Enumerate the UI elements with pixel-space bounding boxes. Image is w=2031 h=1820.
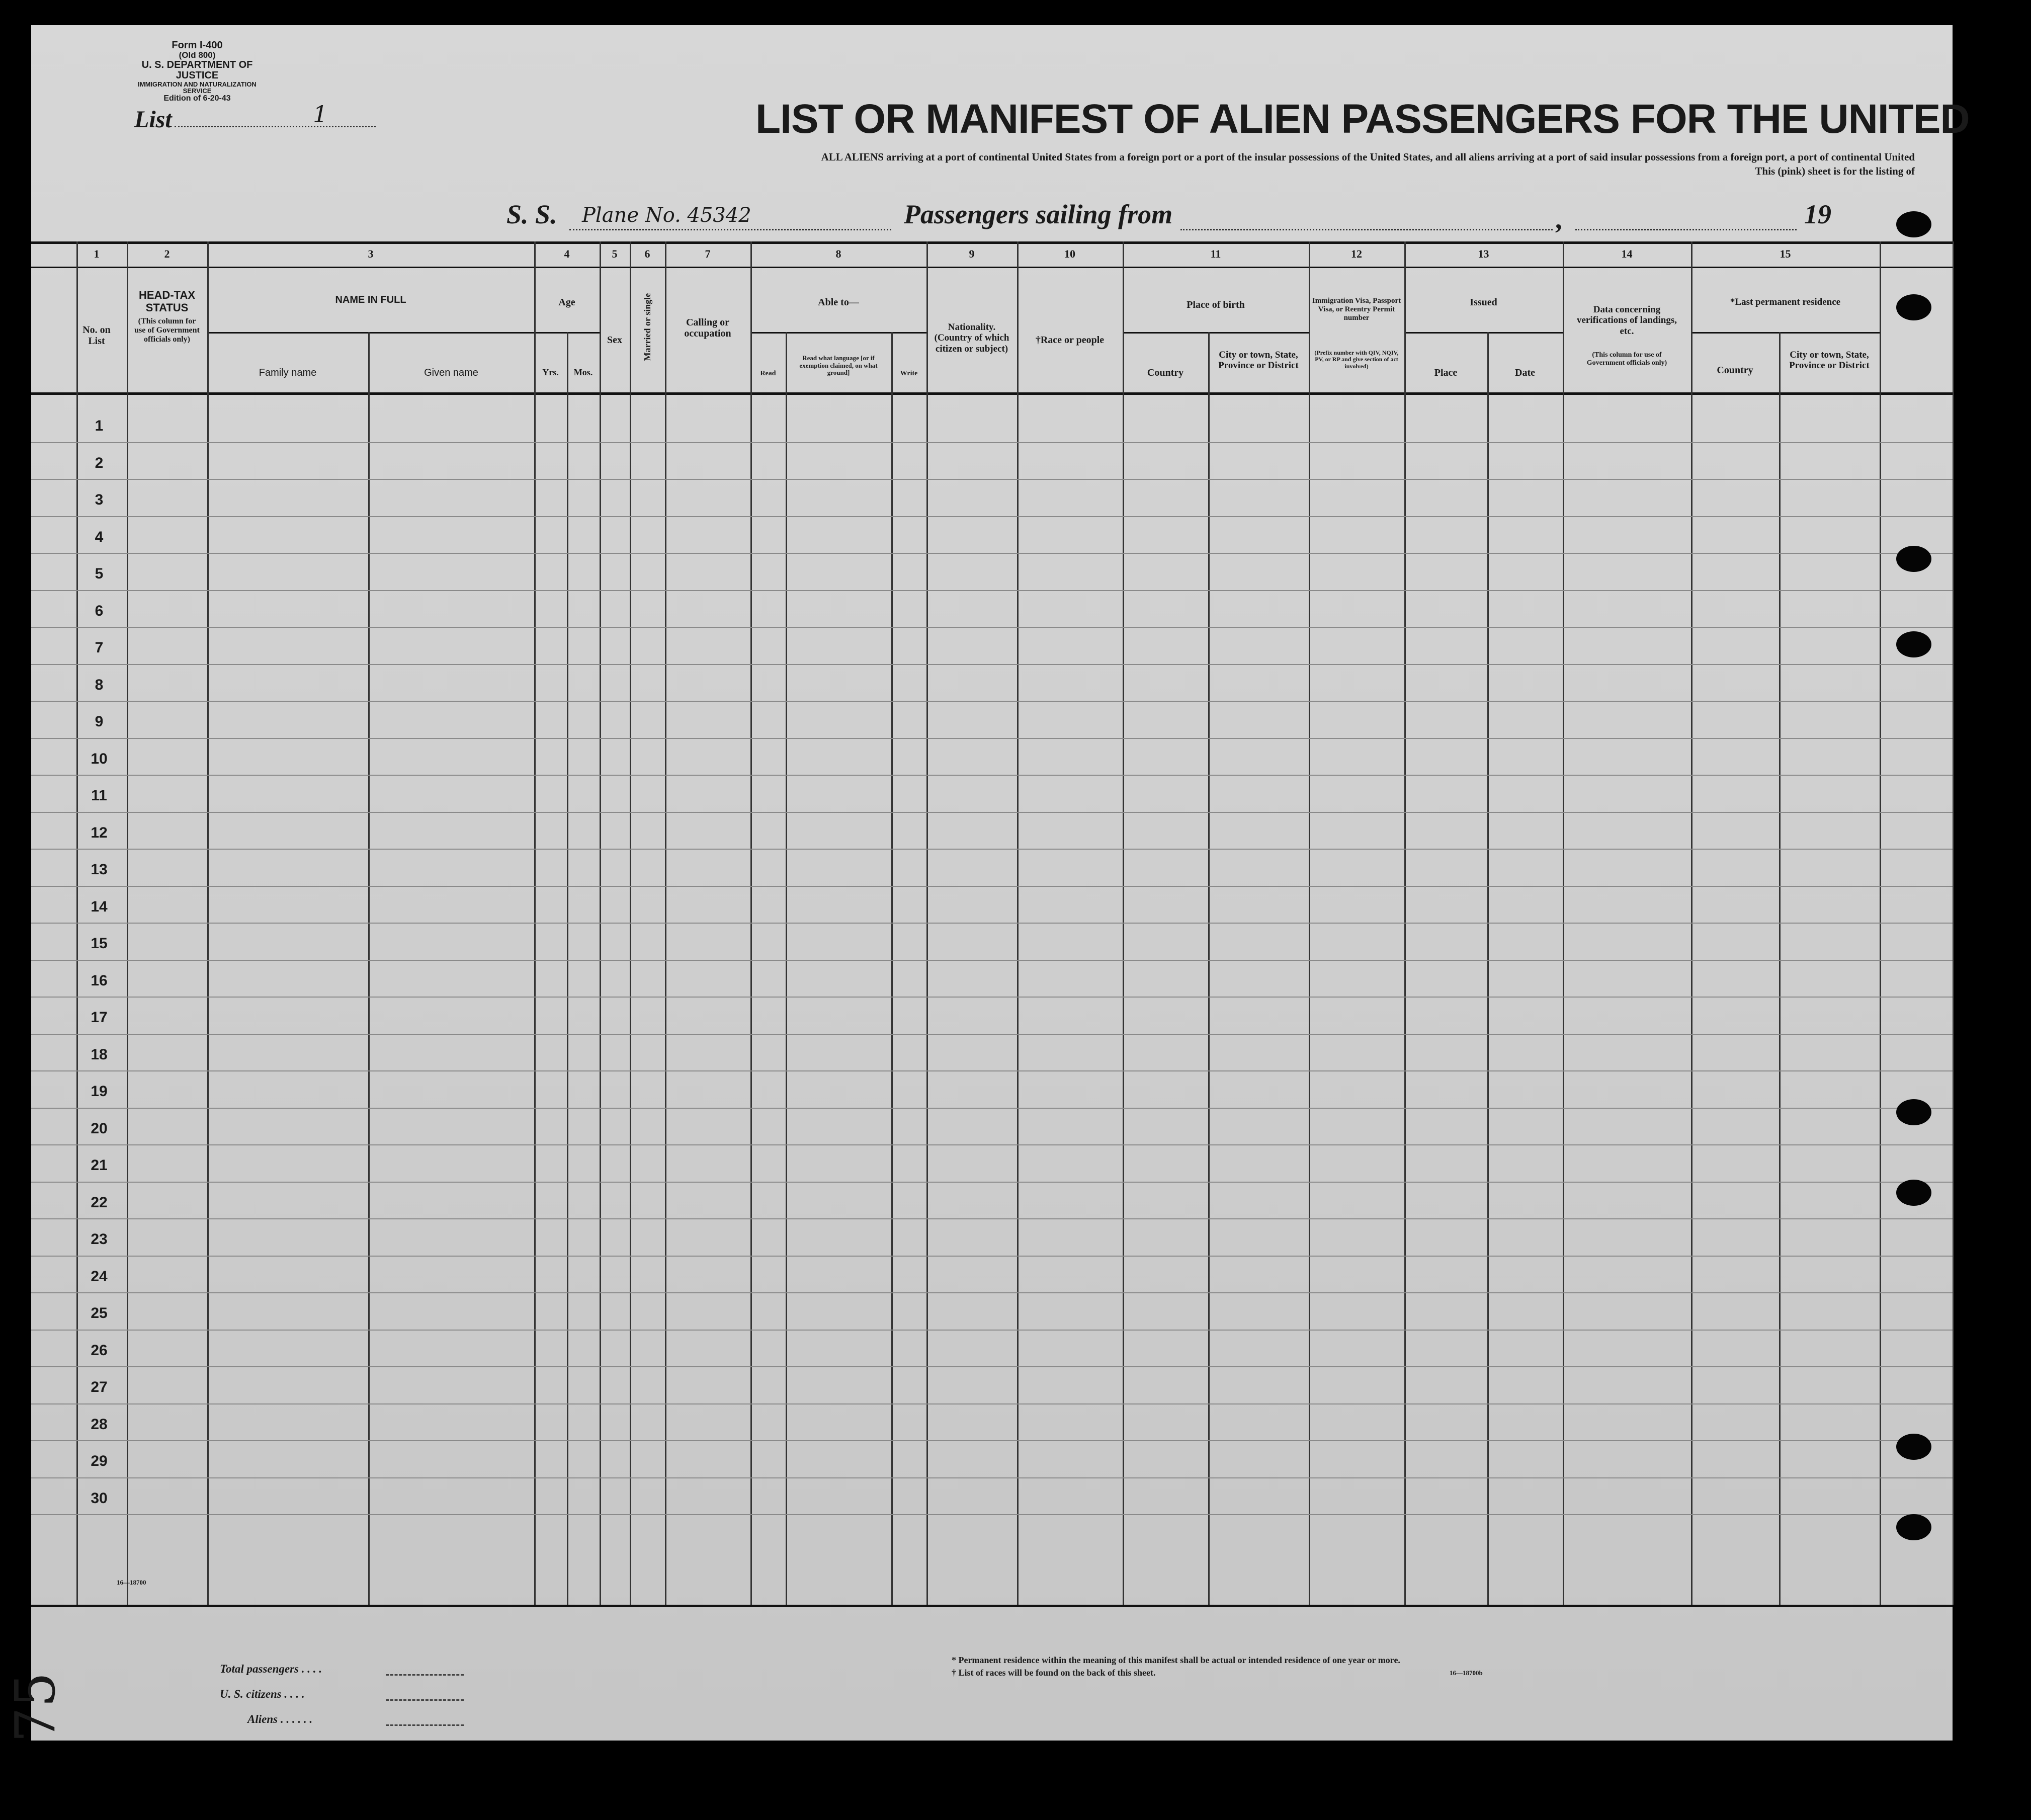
table-top-rule [31,241,1953,244]
row-line [31,849,1953,850]
row-number: 6 [95,602,104,619]
form-identification [137,40,258,103]
row-line [31,1256,1953,1257]
row-number: 2 [95,454,104,471]
row-number: 4 [95,528,104,545]
header-age: Age [558,297,575,308]
header-able-to: Able to— [818,297,859,308]
row-number: 16 [91,972,108,989]
header-given-name: Given name [424,367,478,378]
subtitle-line-1: ALL ALIENS arriving at a port of continental United States from a foreign port or a port of the insular possessions of the United States, and all aliens arriving at a port of said insular possessions from a foreign port, a port of continental United [821,151,1915,163]
row-line [31,1182,1953,1183]
header-issued: Issued [1470,297,1497,308]
col-number-3: 3 [368,247,374,260]
ss-label: S. S. [506,199,557,229]
col-number-5: 5 [612,247,618,260]
department-name: U. S. DEPARTMENT OF JUSTICE [141,59,253,81]
manifest-table [31,241,1953,1625]
row-number: 7 [95,639,104,656]
header-family-name: Family name [259,367,317,378]
header-issued-date: Date [1515,367,1535,378]
row-line [31,1514,1953,1515]
aliens-label: Aliens . . . . . . [247,1713,313,1725]
col-number-6: 6 [644,247,650,260]
header-yrs: Yrs. [542,367,559,377]
header-mos: Mos. [573,367,593,377]
header-married-or-single: Married or single [642,293,652,361]
row-number: 3 [95,491,104,508]
row-line [31,553,1953,554]
form-old-number: (Old 800) [179,50,216,60]
col-number-11: 11 [1210,247,1221,260]
row-number: 1 [95,418,104,434]
row-line [31,1330,1953,1331]
sailing-date-line [1575,229,1797,230]
subheader-rule-birth [1123,332,1309,334]
header-issued-place: Place [1434,367,1458,378]
row-line [31,516,1953,517]
header-sex: Sex [607,335,622,346]
punch-hole [1896,1099,1931,1125]
total-passengers-line [386,1674,464,1676]
row-number: 15 [91,935,108,952]
col-number-9: 9 [969,247,975,260]
service-name: IMMIGRATION AND NATURALIZATION SERVICE [138,80,257,95]
subcolumn-divider [786,332,787,1605]
punch-hole [1896,631,1931,657]
list-number: 1 [313,101,328,128]
col-number-1: 1 [94,247,100,260]
header-no-on-list: No. on List [82,324,111,347]
row-number: 13 [91,861,108,878]
row-line [31,442,1953,443]
subheader-rule-able [750,332,926,334]
row-line [31,738,1953,739]
column-number-rule [31,267,1953,268]
race-list-note: † List of races will be found on the back of this sheet. [952,1668,1156,1678]
header-read: Read [760,370,776,377]
row-line [31,1144,1953,1145]
subtitle-line-2: This (pink) sheet is for the listing of [1755,165,1915,177]
row-number: 9 [95,713,104,730]
header-last-residence: *Last permanent residence [1730,297,1841,307]
row-line [31,1477,1953,1478]
column-divider [1953,241,1954,1605]
row-number: 14 [91,898,108,915]
subcolumn-divider [1208,332,1210,1605]
row-line [31,812,1953,813]
sailing-port-line [1180,229,1553,230]
page-title: LIST OR MANIFEST OF ALIEN PASSENGERS FOR THE UNITED [755,96,1970,142]
row-line [31,1070,1953,1071]
row-number: 19 [91,1083,108,1100]
row-line [31,479,1953,480]
form-number: Form I-400 [172,40,223,51]
ss-name-line [569,229,891,230]
row-number: 23 [91,1231,108,1248]
print-code: 16—18700 [117,1579,146,1586]
punch-hole [1896,1180,1931,1206]
punch-hole [1896,546,1931,572]
row-line [31,1218,1953,1219]
manifest-sheet [31,25,1970,1741]
subheader-rule-residence [1691,332,1880,334]
header-birth-country: Country [1147,367,1184,378]
row-line [31,997,1953,998]
us-citizens-label: U. S. citizens . . . . [220,1688,305,1700]
header-verifications-note: (This column for use of Government officials only) [1586,351,1667,367]
year-prefix: 19 [1804,199,1831,229]
row-number: 26 [91,1342,108,1359]
col-number-4: 4 [564,247,570,260]
punch-hole [1896,211,1931,237]
col-number-7: 7 [705,247,711,260]
us-citizens-line [386,1699,464,1701]
subheader-rule-name [207,332,534,334]
row-line [31,590,1953,591]
row-number: 8 [95,676,104,693]
row-line [31,960,1953,961]
row-number: 10 [91,750,108,767]
row-line [31,775,1953,776]
header-calling: Calling or occupation [684,317,731,340]
row-line [31,701,1953,702]
row-number: 24 [91,1268,108,1285]
row-line [31,1366,1953,1367]
subheader-rule-issued [1404,332,1563,334]
date-comma: , [1555,204,1562,234]
table-bottom-rule [31,1605,1953,1607]
header-birth-city: City or town, State, Province or District [1218,350,1299,371]
header-head-tax: HEAD-TAX STATUS [138,289,196,314]
row-number: 12 [91,824,108,841]
total-passengers-label: Total passengers . . . . [220,1663,322,1675]
row-number: 25 [91,1305,108,1321]
col-number-15: 15 [1780,247,1791,260]
subcolumn-divider [567,332,568,1605]
col-number-2: 2 [164,247,170,260]
subcolumn-divider [368,332,370,1605]
footer-code: 16—18700b [1450,1669,1483,1677]
row-number: 5 [95,565,104,582]
header-residence-country: Country [1717,365,1753,376]
col-number-10: 10 [1064,247,1075,260]
subcolumn-divider [1487,332,1489,1605]
row-line [31,1108,1953,1109]
header-visa: Immigration Visa, Passport Visa, or Reentry Permit number [1312,297,1401,322]
col-number-12: 12 [1351,247,1362,260]
header-read-language: Read what language [or if exemption claimed, on what ground] [799,354,878,377]
row-number: 29 [91,1453,108,1469]
header-verifications: Data concerning verifications of landings, etc. [1577,304,1677,337]
row-line [31,664,1953,665]
header-residence-city: City or town, State, Province or District [1789,350,1870,371]
aliens-line [386,1724,464,1726]
subcolumn-divider [1779,332,1781,1605]
list-label: List [134,106,172,133]
punch-hole [1896,1434,1931,1460]
col-number-13: 13 [1478,247,1489,260]
row-number: 18 [91,1046,108,1063]
punch-hole [1896,294,1931,320]
header-place-of-birth: Place of birth [1187,299,1245,310]
row-line [31,1034,1953,1035]
row-line [31,1440,1953,1441]
row-number: 20 [91,1120,108,1137]
row-number: 17 [91,1009,108,1026]
col-number-8: 8 [835,247,841,260]
permanent-residence-note: * Permanent residence within the meaning of this manifest shall be actual or intended residence of one year or more. [952,1655,1400,1665]
row-number: 30 [91,1490,108,1507]
row-number: 21 [91,1157,108,1174]
row-number: 28 [91,1416,108,1433]
header-race: †Race or people [1035,335,1105,346]
row-line [31,627,1953,628]
form-edition: Edition of 6-20-43 [163,94,231,103]
row-line [31,1292,1953,1293]
list-number-line [175,126,376,127]
ss-name-handwritten: Plane No. 45342 [582,204,751,227]
header-write: Write [900,370,918,377]
row-number: 27 [91,1379,108,1395]
header-head-tax-note: (This column for use of Government officials only) [134,317,200,344]
margin-number: 75 [3,1672,67,1743]
header-bottom-rule [31,392,1953,395]
punch-hole [1896,1514,1931,1540]
row-line [31,1403,1953,1404]
row-number: 22 [91,1194,108,1211]
row-line [31,923,1953,924]
header-name-in-full: NAME IN FULL [335,294,406,305]
header-nationality: Nationality. (Country of which citizen or subject) [934,322,1009,354]
row-number: 11 [91,787,107,804]
col-number-14: 14 [1621,247,1633,260]
sailing-from-label: Passengers sailing from [904,199,1173,229]
row-line [31,886,1953,887]
subcolumn-divider [891,332,893,1605]
header-visa-note: (Prefix number with QIV, NQIV, PV, or RP and give section of act involved) [1314,349,1399,370]
